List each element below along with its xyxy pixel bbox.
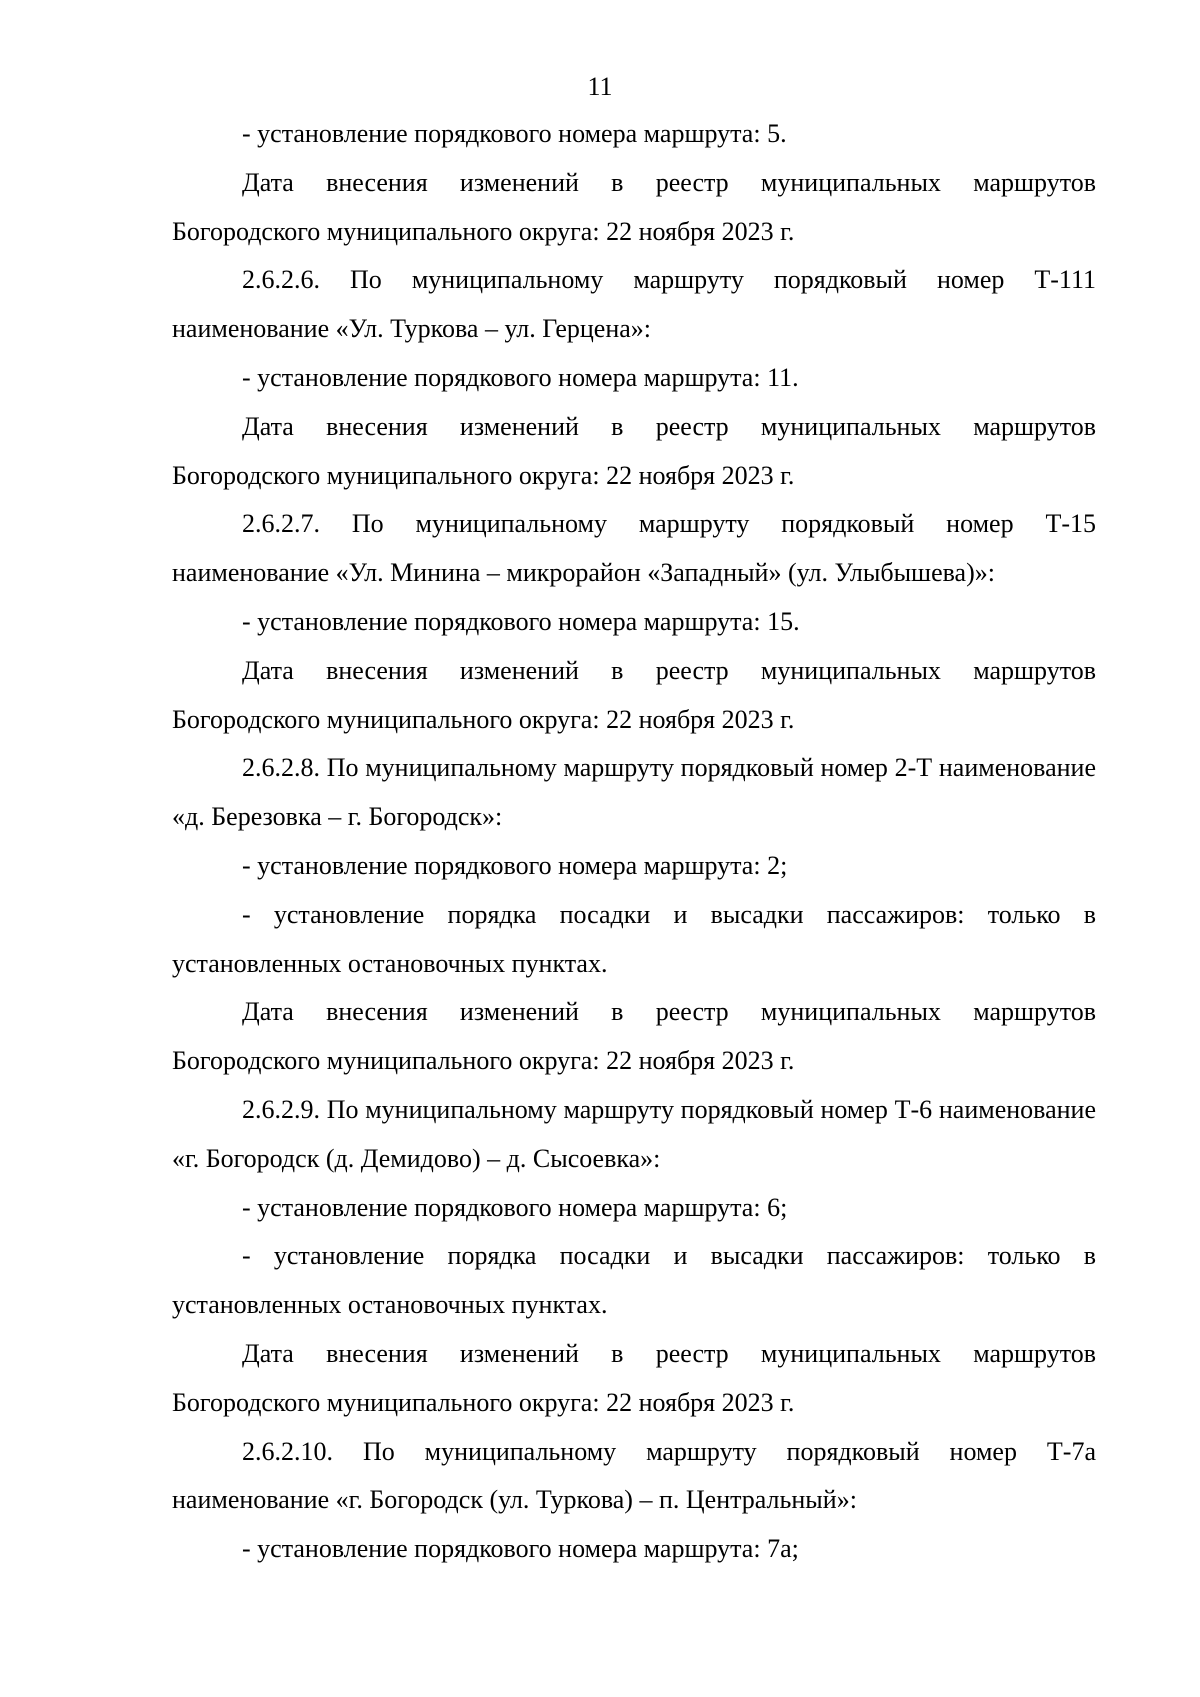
list-item: - установление порядкового номера маршрута: 7а; — [242, 1534, 799, 1564]
paragraph: Дата внесения изменений в реестр муниципальных маршрутов Богородского муниципального округа: 22 ноября 2023 г. — [172, 997, 1096, 1076]
paragraph: Дата внесения изменений в реестр муниципальных маршрутов Богородского муниципального округа: 22 ноября 2023 г. — [172, 167, 1096, 246]
list-item: - установление порядкового номера маршрута: 15. — [242, 606, 800, 636]
section-clause: 2.6.2.7. По муниципальному маршруту порядковый номер Т-15 наименование «Ул. Минина – микрорайон «Западный» (ул. Улыбышева)»: — [172, 509, 1096, 588]
section-clause: 2.6.2.6. По муниципальному маршруту порядковый номер Т-111 наименование «Ул. Туркова – ул. Герцена»: — [172, 265, 1096, 344]
section-clause: 2.6.2.8. По муниципальному маршруту порядковый номер 2-Т наименование «д. Березовка – г. Богородск»: — [172, 753, 1096, 832]
section-clause: 2.6.2.10. По муниципальному маршруту порядковый номер Т-7а наименование «г. Богородск (ул. Туркова) – п. Центральный»: — [172, 1436, 1096, 1515]
page-number: 11 — [587, 72, 613, 101]
paragraph: Дата внесения изменений в реестр муниципальных маршрутов Богородского муниципального округа: 22 ноября 2023 г. — [172, 411, 1096, 490]
list-item: - установление порядкового номера маршрута: 6; — [242, 1192, 788, 1222]
paragraph: Дата внесения изменений в реестр муниципальных маршрутов Богородского муниципального округа: 22 ноября 2023 г. — [172, 655, 1096, 734]
list-item: - установление порядкового номера маршрута: 11. — [242, 362, 799, 392]
list-item: - установление порядкового номера маршрута: 2; — [242, 850, 788, 880]
list-item: - установление порядкового номера маршрута: 5. — [242, 119, 787, 148]
list-item: - установление порядка посадки и высадки пассажиров: только в установленных остановочных пунктах. — [172, 1241, 1096, 1320]
section-clause: 2.6.2.9. По муниципальному маршруту порядковый номер Т-6 наименование «г. Богородск (д. Демидово) – д. Сысоевка»: — [172, 1094, 1096, 1173]
document-body — [172, 110, 1096, 1574]
paragraph: Дата внесения изменений в реестр муниципальных маршрутов Богородского муниципального округа: 22 ноября 2023 г. — [172, 1338, 1096, 1417]
list-item: - установление порядка посадки и высадки пассажиров: только в установленных остановочных пунктах. — [172, 899, 1096, 978]
